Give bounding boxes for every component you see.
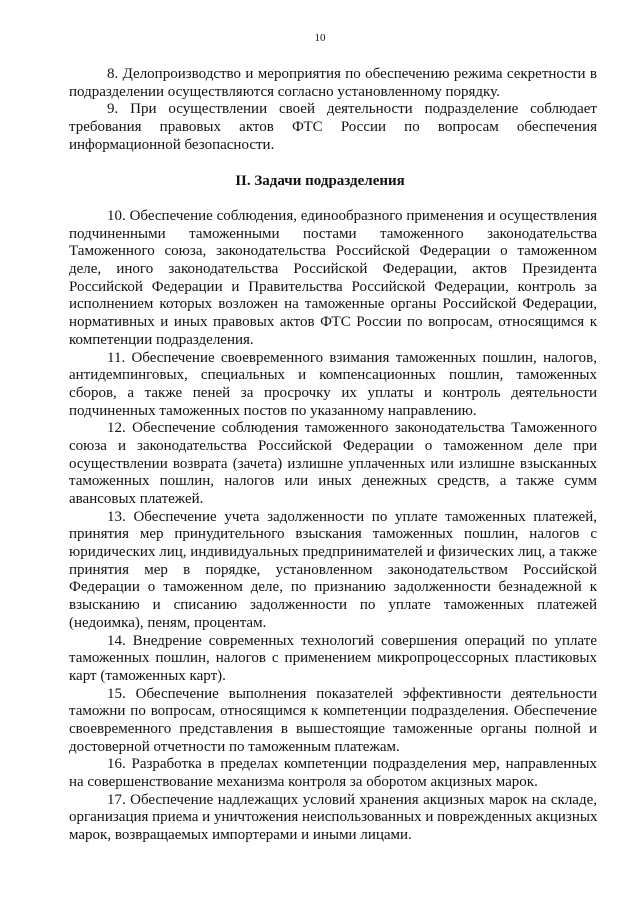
paragraph-line: взысканию и списанию задолженности по уплате таможенных платежей [69, 597, 597, 614]
paragraph [69, 633, 597, 686]
paragraph-line: Федерации о таможенном деле, по признанию задолженности безнадежной к [69, 579, 597, 596]
paragraph-line: исполнением которых возложен на таможенные органы Российской Федерации, [69, 296, 597, 313]
paragraph-line: 13. Обеспечение учета задолженности по уплате таможенных платежей, [107, 508, 597, 525]
paragraph-line: 9. При осуществлении своей деятельности подразделение соблюдает [107, 101, 597, 118]
paragraph-line: осуществлении возврата (зачета) излишне уплаченных или излишне взысканных [69, 455, 597, 472]
paragraph-line: деле, иного законодательства Российской Федерации, актов Президента [69, 261, 597, 278]
paragraph-line: информационной безопасности. [69, 136, 275, 153]
paragraph-line: 15. Обеспечение выполнения показателей эффективности деятельности [107, 685, 597, 702]
paragraph-line: требования правовых актов ФТС России по вопросам обеспечения [69, 119, 597, 136]
paragraph-line: юридических лиц, индивидуальных предпринимателей и физических лиц, а также [69, 544, 597, 561]
paragraph-line: достоверной отчетности по таможенным платежам. [69, 738, 400, 755]
paragraph-line: марок, возвращаемых импортерами и иными лицами. [69, 827, 412, 844]
paragraph-line: авансовых платежей. [69, 491, 204, 507]
paragraph [69, 66, 597, 101]
paragraph [69, 686, 597, 757]
paragraph [69, 792, 597, 845]
paragraph-line: своевременного представления в вышестоящие таможенные органы полной и [69, 720, 597, 737]
paragraph-line: подчиненными таможенными постами таможенного законодательства [69, 225, 597, 242]
paragraph-line: 8. Делопроизводство и мероприятия по обеспечению режима секретности в [107, 66, 597, 82]
paragraph-line: подчиненных таможенных постов по указанному направлению. [69, 402, 477, 419]
paragraph-line: подразделении осуществляются согласно установленному порядку. [69, 83, 500, 100]
paragraph [69, 420, 597, 508]
paragraph-line: 17. Обеспечение надлежащих условий хранения акцизных марок на складе, [107, 791, 597, 808]
paragraph-line: антидемпинговых, специальных и компенсационных пошлин, таможенных [69, 367, 597, 384]
paragraph-line: таможенных пошлин, налогов с применением микропроцессорных пластиковых [69, 650, 597, 667]
paragraph-line: 14. Внедрение современных технологий совершения операций по уплате [107, 632, 597, 649]
paragraph-line: на совершенствование механизма контроля за оборотом акцизных марок. [69, 774, 538, 790]
paragraph-line: Российской Федерации и Правительства Российской Федерации, контроль за [69, 278, 597, 295]
paragraph-line: принятия мер принудительного взыскания таможенных пошлин, налогов с [69, 526, 597, 543]
paragraph-line: союза и законодательства Российской Федерации о таможенном деле при [69, 437, 597, 454]
page-number: 10 [314, 32, 326, 44]
paragraph-line: сборов, а также пеней за просрочку их уплаты и контроль деятельности [69, 384, 597, 401]
paragraph-line: таможенных пошлин, налогов или иных денежных средств, а также сумм [69, 473, 597, 490]
paragraph-line: 12. Обеспечение соблюдения таможенного законодательства Таможенного [107, 420, 597, 437]
section-top-paragraphs [69, 66, 597, 154]
paragraph-line: 10. Обеспечение соблюдения, единообразного применения и осуществления [107, 208, 597, 224]
paragraph-line: нормативных и иных правовых актов ФТС России по вопросам, относящимся к [69, 314, 597, 331]
paragraph-line: 16. Разработка в пределах компетенции подразделения мер, направленных [107, 756, 597, 773]
paragraph-line: (недоимка), пеням, процентам. [69, 614, 267, 631]
paragraph-line: принятия мер в порядке, установленном законодательством Российской [69, 561, 597, 578]
paragraph-line: компетенции подразделения. [69, 331, 254, 348]
paragraph-line: организация приема и уничтожения неиспользованных и поврежденных акцизных [69, 809, 598, 826]
section-heading: II. Задачи подразделения [235, 173, 405, 189]
paragraph [69, 101, 597, 154]
section-tasks-paragraphs [69, 208, 597, 845]
paragraph [69, 756, 597, 791]
paragraph [69, 350, 597, 421]
paragraph-line: Таможенного союза, законодательства Российской Федерации о таможенном [69, 243, 597, 260]
paragraph [69, 509, 597, 633]
paragraph-line: 11. Обеспечение своевременного взимания таможенных пошлин, налогов, [107, 349, 597, 366]
paragraph [69, 208, 597, 350]
paragraph-line: таможни по вопросам, относящимся к компетенции подразделения. Обеспечение [69, 703, 597, 720]
paragraph-line: карт (таможенных карт). [69, 667, 226, 684]
